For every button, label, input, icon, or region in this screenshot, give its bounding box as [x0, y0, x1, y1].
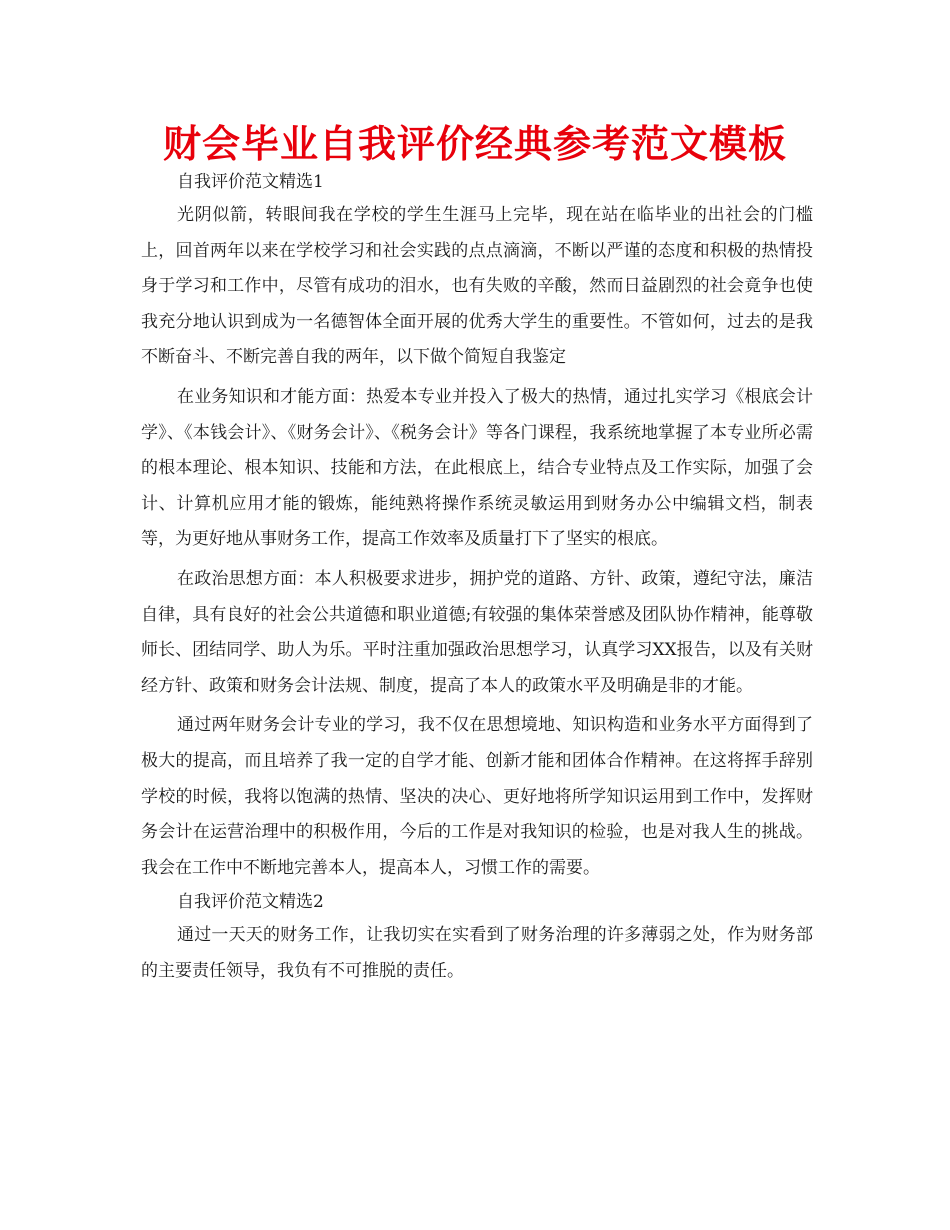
paragraph: 通过一天天的财务工作，让我切实在实看到了财务治理的许多薄弱之处，作为财务部的主要责任领导，我负有不可推脱的责任。 — [141, 925, 813, 981]
paragraph: 在业务知识和才能方面：热爱本专业并投入了极大的热情，通过扎实学习《根底会计学》、《本钱会计》、《财务会计》、《税务会计》等各门课程，我系统地掌握了本专业所必需的根本理论、根本知识、技能和方法，在此根底上，结合专业特点及工作实际，加强了会计、计算机应用才能的锻炼，能纯熟将操作系统灵敏运用到财务办公中编辑文档，制表等，为更好地从事财务工作，提高工作效率及质量打下了坚实的根底。 — [141, 386, 813, 550]
section-heading-1: 自我评价范文精选1 — [177, 172, 324, 192]
paragraph: 通过两年财务会计专业的学习，我不仅在思想境地、知识构造和业务水平方面得到了极大的提高，而且培养了我一定的自学才能、创新才能和团体合作精神。在这将挥手辞别学校的时候，我将以饱满的热情、坚决的决心、更好地将所学知识运用到工作中，发挥财务会计在运营治理中的积极作用，今后的工作是对我知识的检验，也是对我人生的挑战。我会在工作中不断地完善本人，提高本人，习惯工作的需要。 — [141, 715, 813, 878]
document-title: 财会毕业自我评价经典参考范文模板 — [162, 122, 787, 166]
paragraph: 在政治思想方面：本人积极要求进步，拥护党的道路、方针、政策，遵纪守法，廉洁自律，具有良好的社会公共道德和职业道德;有较强的集体荣誉感及团队协作精神，能尊敬师长、团结同学、助人为乐。平时注重加强政治思想学习，认真学习XX报告，以及有关财经方针、政策和财务会计法规、制度，提高了本人的政策水平及明确是非的才能。 — [141, 568, 813, 696]
section-heading-2: 自我评价范文精选2 — [177, 892, 324, 913]
document-body — [141, 166, 813, 989]
paragraph: 光阴似箭，转眼间我在学校的学生生涯马上完毕，现在站在临毕业的出社会的门槛上，回首两年以来在学校学习和社会实践的点点滴滴，不断以严谨的态度和积极的热情投身于学习和工作中，尽管有成功的泪水，也有失败的辛酸，然而日益剧烈的社会竟争也使我充分地认识到成为一名德智体全面开展的优秀大学生的重要性。不管如何，过去的是我不断奋斗、不断完善自我的两年，以下做个简短自我鉴定 — [141, 205, 813, 368]
